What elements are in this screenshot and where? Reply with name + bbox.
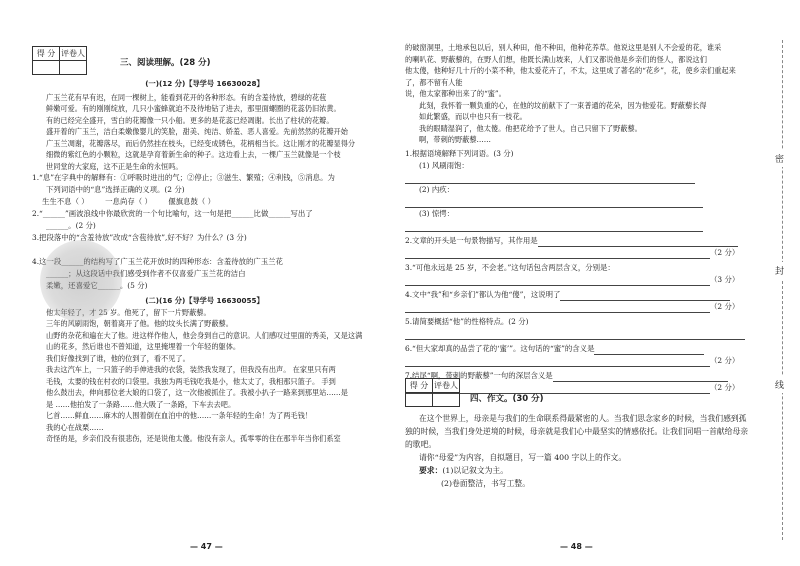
question-2: 2.“______”画波浪线中你最欣赏的一个句比喻句，这一句是把______比做______写出了 bbox=[32, 209, 313, 218]
passage-two-line: 我们好像找到了谁，他的位到了，看不见了。 bbox=[46, 353, 190, 363]
right-mid-line: 此刻，我怀着一颗负重的心，在他的坟前献下了一束普通的花朵，因为他爱花。野蔽藜长得 bbox=[419, 100, 707, 110]
stamp-seal bbox=[40, 240, 122, 322]
binding-char-2: 封 bbox=[775, 262, 784, 279]
right-mid-line: 如此繁盛，而以中也只有一枝花。 bbox=[419, 112, 527, 121]
score-cell: 得 分 bbox=[406, 379, 433, 393]
right-content: 的破窗洞里，土地承包以后，别人种田，他不种田，他种花养草。他说这里是别人不会爱的花，谁采 的喇叭花、野蔽藜的，在野人们想，他既长满山坡来，人们又都说他是乡亲们的怪人，都说这们 他太傻，他种好几十斤的小菜不种，他太爱花卉了，不太，这里成了著名的“花乡”，花，使乡亲们重起来了，都不留有人能 说，他太家都种出来了的“蜜”。 此刻，我怀着一颗负重的心，在他的坟前献下了一束普通的花朵，因为他爱花。野蔽藜长得 如此繁盛，而以中也只有一枝花。 我的眼睛湿润了，他太傻。他把花给予了世人，自己只留下了野蔽藜。 啊，带刺的野蔽藜…… 1.根据语境解释下列词语。(3 分) (1) 风刷雨饱： (2) 内疚： (3) 惊愕： 2.文章的开头是一句景物描写，其作用是 （2 分） 3.“可他永远是 25 岁，不会老。”这句话包含两层含义，分别是： （3 分） 4.文中“我”和“乡亲们”都认为他“傻”，这说明了 （2 分） 5.请简要概括“他”的性格特点。(2 分) 6.“但大家却真的品尝了花的‘蜜’”。这句话的“蜜”的含义是 （2 分） 7.结尾“啊，带刺的野蔽藜”一句的深层含义是 （2 分） bbox=[405, 42, 750, 394]
passage-two-ending bbox=[405, 100, 750, 146]
right-page bbox=[400, 0, 800, 566]
r-question-4: 4.文中“我”和“乡亲们”都认为他“傻”，这说明了 bbox=[405, 289, 750, 301]
right-mid-line: 啊，带刺的野蔽藜…… bbox=[419, 135, 491, 144]
passage-two-line: 山野的杂花和遍在大了他。进这样作他人，他会身到自己的意识。人们感叹过里面的秀美，又是这满 bbox=[46, 330, 363, 340]
section-title-reading: 三、阅读理解。(28 分) bbox=[120, 58, 211, 68]
question-1-words bbox=[32, 196, 377, 208]
word-2: 一息尚存（ ） bbox=[105, 197, 152, 206]
essay-requirement-2: (2)卷面整洁，书写工整。 bbox=[441, 479, 531, 488]
right-top-line: 的喇叭花、野蔽藜的，在野人们想，他既长满山坡来，人们又都说他是乡亲们的怪人，都说这们 bbox=[405, 54, 707, 64]
passage-two-line: 奇怪的是，乡亲们没有很悲伤，还是说他太傻。他没有亲人，孤零零的住在那半年当你们系室 bbox=[46, 434, 341, 443]
right-mid-line: 我的眼睛湿润了，他太傻。他把花给予了世人，自己只留下了野蔽藜。 bbox=[419, 123, 642, 133]
r-question-7: 7.结尾“啊，带刺的野蔽藜”一句的深层含义是 bbox=[405, 370, 750, 382]
r-question-1-item-1: (1) 风刷雨饱： bbox=[405, 160, 750, 184]
passage-two-continued bbox=[405, 42, 750, 100]
binding-char-3: 线 bbox=[775, 376, 784, 393]
passage-one-line: 细微的紫红色的小颗粒，这就是孕育着新生命的种子。这边看上去，一棵广玉兰就像是一个枝 bbox=[46, 150, 341, 159]
right-top-line: 的破窗洞里，土地承包以后，别人种田，他不种田，他种花养草。他说这里是别人不会爱的花，谁采 bbox=[405, 43, 722, 52]
essay-paragraph-1: 在这个世界上，母亲是与我们的生命联系得最紧密的人。当我们思念家乡的时候，当我们感到孤独的时候，当我们身处逆境的时候，母亲就是我们心中最坚实的情感依托。让我们同唱一首献给母亲的歌吧。 bbox=[405, 414, 749, 449]
page-number-right: — 48 — bbox=[560, 542, 593, 551]
word-3: 偃旗息鼓（ ） bbox=[168, 197, 216, 206]
passage-two-header: (二)(16 分)【导学号 16630055】 bbox=[145, 296, 264, 305]
passage-two-line: 三年的风刷雨饱，朝着离开了他。他的坟头长满了野蔽藜。 bbox=[46, 319, 233, 328]
score-table-right bbox=[405, 378, 460, 407]
essay-prompt bbox=[405, 412, 750, 490]
r-question-1-item-3: (3) 惊愕： bbox=[405, 208, 750, 232]
question-4-c: 柔嫩，还喜爱它______。(5 分) bbox=[46, 281, 148, 290]
grader-cell: 评卷人 bbox=[60, 47, 87, 61]
passage-two-line: 毛钱，太要的钱在村衣的口袋里。我独为两毛钱吃我是小，他太丈了，我相那只篮子。 手到 bbox=[46, 376, 336, 386]
binding-margin bbox=[768, 0, 798, 566]
r-question-5: 5.请简要概括“他”的性格特点。(2 分) bbox=[405, 316, 529, 326]
grader-cell: 评卷人 bbox=[433, 379, 460, 393]
passage-two-line: 是 ……他拍发了一条路……他大吸了一条路，下车去去吧。 bbox=[46, 399, 236, 409]
passage-two-line: 我的心在战栗…… bbox=[46, 422, 104, 432]
r-question-2: 2.文章的开头是一句景物描写，其作用是 bbox=[405, 235, 750, 247]
passage-two-text bbox=[32, 307, 377, 445]
passage-two-line: 匕首……鲜血……麻木的人围着倒在血泊中的他……一条年轻的生命！为了两毛钱！ bbox=[46, 411, 312, 420]
right-top-line: 说，他太家都种出来了的“蜜”。 bbox=[405, 89, 506, 98]
passage-two-line: 我去这汽车上，一只篮子的手伸进我的衣袋，装然我发现了，但我没有出声。 在家里只有两 bbox=[46, 365, 336, 374]
r-question-6: 6.“但大家却真的品尝了花的‘蜜’”。这句话的“蜜”的含义是 bbox=[405, 343, 750, 355]
passage-one-line: 鲜嫩可爱。有的刚刚绽放，几只小蜜蜂就迫不及待地钻了进去，那里面螺圈的花蕊仍旧浓黄。 bbox=[46, 104, 341, 113]
binding-dashed-line bbox=[782, 40, 783, 540]
passage-one-line: 广玉兰花有早有迟，在同一棵树上，能看到花开的各种形态。有的含羞待放，碧绿的花苞 bbox=[46, 92, 327, 102]
word-1: 生生不息（ ） bbox=[42, 197, 89, 206]
score-cell: 得 分 bbox=[33, 47, 60, 61]
score-table-left bbox=[32, 46, 87, 75]
passage-two-line: 山的花多，然后谁也不曾知道，这里掩埋着一个年轻的躯体。 bbox=[46, 342, 241, 351]
page-number-left: — 47 — bbox=[190, 542, 223, 551]
passage-one-line: 有的已经完全盛开，雪白的花瓣像一只小船。更多的是花蕊已经凋谢。长出了柱状的花瓣。 bbox=[46, 115, 334, 125]
right-top-line: 他太傻，他种好几十斤的小菜不种，他太爱花卉了，不太，这里成了著名的“花乡”，花，使乡亲们重起来了，都不留有人能 bbox=[405, 66, 736, 87]
section-title-essay: 四、作文。(30 分) bbox=[470, 394, 544, 404]
r-question-3: 3.“可他永远是 25 岁，不会老。”这句话包含两层含义，分别是： bbox=[405, 262, 615, 272]
passage-one-line: 广玉兰凋谢，花瓣落尽，而后仍然挂在枝头，已经变成锈色，花柄相当长。这让刚才的花瓣显得分 bbox=[46, 138, 356, 148]
essay-paragraph-2: 请你“母爱”为内容，自拟题目，写一篇 400 字以上的作文。 bbox=[419, 453, 627, 462]
question-2-b: ______。(2 分) bbox=[46, 221, 96, 230]
r-question-1: 1.根据语境解释下列词语。(3 分) bbox=[405, 148, 514, 158]
r-question-1-item-2: (2) 内疚： bbox=[405, 184, 750, 208]
passage-one-header: (一)(12 分)【导学号 16630028】 bbox=[145, 79, 264, 88]
binding-char-1: 密 bbox=[775, 150, 784, 167]
question-1-b: 下列词语中的“息”选择正确的义项。(2 分) bbox=[46, 185, 185, 194]
question-4-b: ______；从这段话中我们感受到作者不仅喜爱广玉兰花的洁白 bbox=[46, 269, 246, 278]
essay-requirement-1: 要求：(1)以记叙文为主。 bbox=[419, 466, 509, 475]
question-4: 4.这一段______的结构写了广玉兰花开放时的四种形态：含羞待放的广玉兰花 bbox=[32, 257, 283, 266]
question-3: 3.把段落中的“含羞待放”改成“含苞待放”,好不好？为什么？(3 分) bbox=[32, 233, 247, 242]
passage-one-line: 世同堂的大家庭，这不正是生命的永恒吗。 bbox=[46, 161, 183, 171]
passage-one-text bbox=[32, 92, 377, 173]
passage-two-line: 他么鼓出去，伸向那位老大娘的口袋了，这一次他被抓住了。我被小扒子一路来到那里站……是 bbox=[46, 388, 348, 397]
passage-one-line: 盛开着的广玉兰，洁白柔嫩像婴儿的笑脸，甜美、纯洁、娇羞、恶人喜爱。先前然然的花瓣开始 bbox=[46, 127, 348, 136]
question-1: 1.“息”在字典中的解释有：①呼吸时进出的气；②停止；③滋生、繁殖；④利钱，⑤消息。为 bbox=[32, 173, 335, 182]
passage-two-line: 他太年轻了，才 25 岁。他死了，留下一片野蔽藜。 bbox=[46, 307, 211, 317]
